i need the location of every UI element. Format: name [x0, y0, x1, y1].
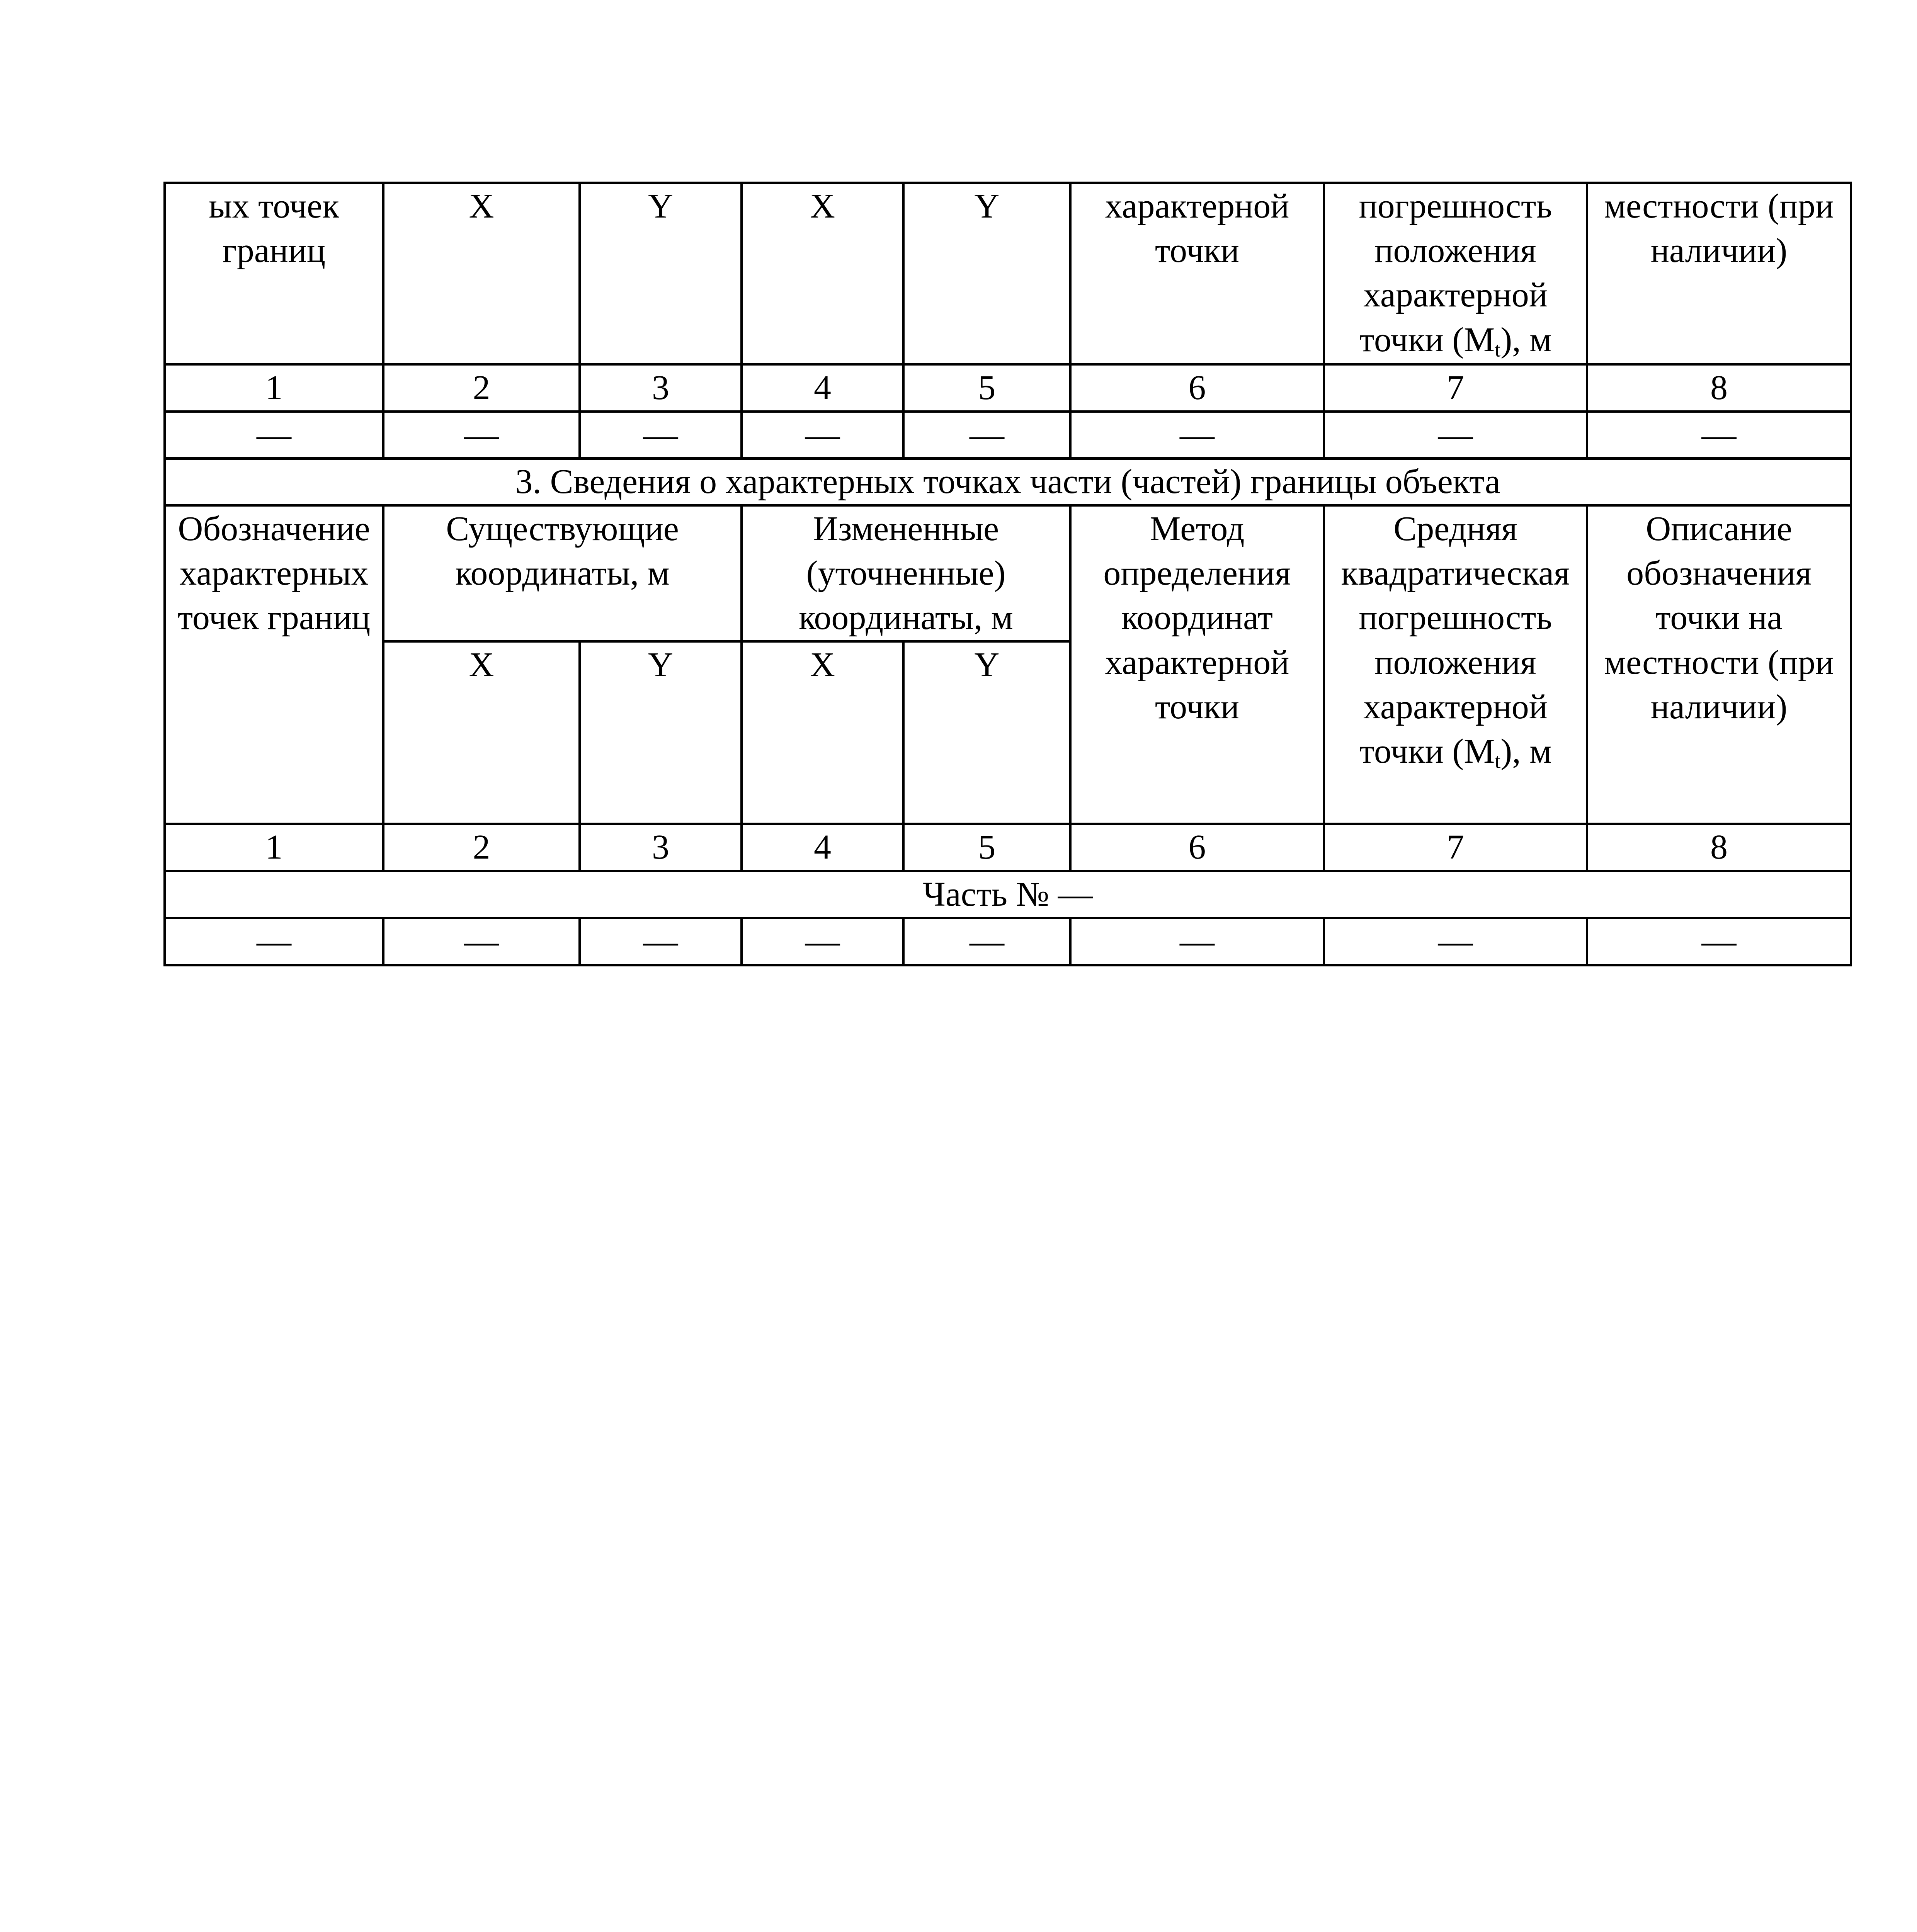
- boundary-points-table-continuation: [163, 182, 1852, 460]
- section-title: 3. Сведения о характерных точках части (частей) границы объекта: [165, 458, 1851, 505]
- table-cell: —: [1324, 918, 1587, 965]
- header-error-unit: ), м: [1500, 732, 1552, 770]
- header-changed-x: X: [742, 641, 903, 824]
- column-number: 2: [383, 824, 580, 871]
- table-cell: —: [742, 918, 903, 965]
- column-number: 3: [580, 824, 742, 871]
- header-error-subscript: t: [1495, 749, 1501, 773]
- table-cell: —: [1070, 412, 1324, 459]
- column-number: 8: [1587, 824, 1851, 871]
- header-point-designation: Обозначение характерных точек границ: [165, 505, 383, 824]
- column-number: 1: [165, 364, 383, 412]
- column-number-row: [165, 824, 1851, 871]
- section-title-row: [165, 458, 1851, 505]
- column-number: 7: [1324, 364, 1587, 412]
- column-number: 7: [1324, 824, 1587, 871]
- column-number-row: [165, 364, 1851, 412]
- header-point-designation: ых точек границ: [165, 183, 383, 364]
- header-existing-y: Y: [580, 183, 742, 364]
- table-cell: —: [165, 918, 383, 965]
- table-cell: —: [1587, 918, 1851, 965]
- header-existing-x: X: [383, 183, 580, 364]
- column-number: 3: [580, 364, 742, 412]
- table-cell: —: [1070, 918, 1324, 965]
- header-error: [1324, 183, 1587, 364]
- header-error-unit: ), м: [1500, 320, 1552, 359]
- header-method: характерной точки: [1070, 183, 1324, 364]
- header-error-text: Средняя квадратическая погрешность положения характерной точки (M: [1341, 510, 1570, 770]
- header-existing-x: X: [383, 641, 580, 824]
- table-cell: —: [580, 412, 742, 459]
- table-cell: —: [742, 412, 903, 459]
- table-cell: —: [1587, 412, 1851, 459]
- table-header-row: [165, 183, 1851, 364]
- column-number: 5: [903, 364, 1070, 412]
- table-cell: —: [1324, 412, 1587, 459]
- table-header-row: [165, 505, 1851, 641]
- column-number: 5: [903, 824, 1070, 871]
- header-error-subscript: t: [1495, 338, 1501, 361]
- column-number: 6: [1070, 364, 1324, 412]
- header-changed-coordinates: Измененные (уточненные) координаты, м: [742, 505, 1070, 641]
- table-cell: —: [383, 412, 580, 459]
- table-cell: —: [580, 918, 742, 965]
- header-existing-y: Y: [580, 641, 742, 824]
- column-number: 8: [1587, 364, 1851, 412]
- header-changed-x: X: [742, 183, 903, 364]
- header-description: местности (при наличии): [1587, 183, 1851, 364]
- column-number: 1: [165, 824, 383, 871]
- part-label: Часть № —: [165, 871, 1851, 918]
- part-label-row: [165, 871, 1851, 918]
- header-existing-coordinates: Существующие координаты, м: [383, 505, 742, 641]
- header-error: [1324, 505, 1587, 824]
- header-method: Метод определения координат характерной точки: [1070, 505, 1324, 824]
- column-number: 4: [742, 364, 903, 412]
- column-number: 4: [742, 824, 903, 871]
- header-description: Описание обозначения точки на местности (при наличии): [1587, 505, 1851, 824]
- header-changed-y: Y: [903, 183, 1070, 364]
- table-cell: —: [903, 918, 1070, 965]
- table-cell: —: [903, 412, 1070, 459]
- header-changed-y: Y: [903, 641, 1070, 824]
- part-boundary-points-table: [163, 457, 1852, 966]
- column-number: 2: [383, 364, 580, 412]
- column-number: 6: [1070, 824, 1324, 871]
- table-row: [165, 412, 1851, 459]
- table-cell: —: [383, 918, 580, 965]
- table-cell: —: [165, 412, 383, 459]
- header-error-text: погрешность положения характерной точки (M: [1359, 187, 1552, 359]
- table-row: [165, 918, 1851, 965]
